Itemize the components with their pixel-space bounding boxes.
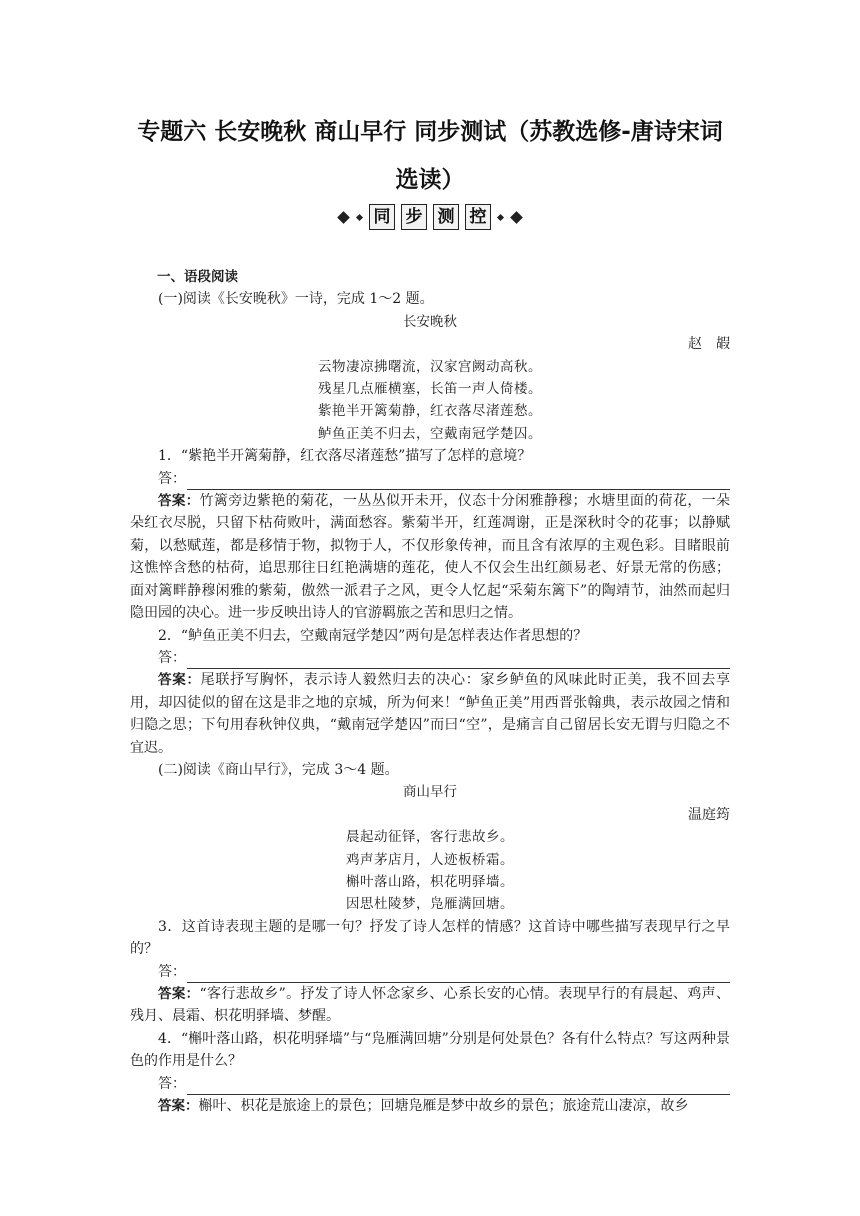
answer-rule bbox=[187, 474, 730, 490]
answer-blank-2 bbox=[130, 647, 730, 669]
diamond-icon bbox=[497, 213, 504, 220]
poem-author: 赵 嘏 bbox=[688, 336, 730, 353]
section-banner bbox=[0, 203, 860, 231]
answer-4 bbox=[130, 1095, 730, 1117]
poem-line: 鲈鱼正美不归去，空戴南冠学楚囚。 bbox=[318, 425, 542, 442]
answer-label: 答案： bbox=[158, 493, 200, 510]
poem-line: 槲叶落山路，枳花明驿墙。 bbox=[346, 873, 514, 890]
part1-intro: (一)阅读《长安晚秋》一诗，完成 1～2 题。 bbox=[158, 291, 434, 308]
question-3: 3．这首诗表现主题的是哪一句？抒发了诗人怎样的情感？这首诗中哪些描写表现早行之早的？ bbox=[130, 918, 730, 958]
answer-label: 答案： bbox=[158, 672, 201, 689]
question-4: 4．“槲叶落山路，枳花明驿墙”与“凫雁满回塘”分别是何处景色？各有什么特点？写这两种景色的作用是什么？ bbox=[130, 1030, 730, 1070]
answer-3-text: “客行悲故乡”。抒发了诗人怀念家乡、心系长安的心情。表现早行的有晨起、鸡声、残月、晨霜、枳花明驿墙、梦醒。 bbox=[130, 986, 731, 1025]
question-2: 2．“鲈鱼正美不归去，空戴南冠学楚囚”两句是怎样表达作者思想的？ bbox=[158, 627, 588, 644]
section-heading: 一、语段阅读 bbox=[157, 269, 238, 285]
banner-char: 测 bbox=[433, 204, 459, 230]
diamond-icon bbox=[356, 213, 363, 220]
diamond-icon bbox=[510, 211, 523, 224]
answer-label: 答案： bbox=[158, 986, 200, 1002]
content-body bbox=[130, 266, 730, 1117]
answer-rule bbox=[187, 1079, 730, 1095]
answer-rule bbox=[187, 653, 730, 669]
answer-blank-1 bbox=[130, 468, 730, 490]
title-line-2: 选读） bbox=[395, 167, 465, 193]
answer-1-text: 竹篱旁边紫艳的菊花，一丛丛似开未开，仪态十分闲雅静穆；水塘里面的荷花，一朵朵红衣尽脱，只留下枯荷败叶，满面愁容。紫菊半开，红莲凋谢，正是深秋时令的花事；以静赋菊，以愁赋莲，都是移情于物，拟物于人，不仅形象传神，而且含有浓厚的主观色彩。目睹眼前这憔悴含愁的枯荷，追思那往日红艳满塘的莲花，使人不仅会生出红颜易老、好景无常的伤感；面对篱畔静穆闲雅的紫菊，傲然一派君子之风，更令人忆起“采菊东篱下”的陶靖节，油然而起归隐田园的决心。进一步反映出诗人的官游羁旅之苦和思归之情。 bbox=[130, 493, 731, 622]
title-line-1: 专题六 长安晚秋 商山早行 同步测试（苏教选修-唐诗宋词 bbox=[137, 119, 723, 145]
poem-title: 商山早行 bbox=[403, 784, 457, 801]
diamond-icon bbox=[337, 211, 350, 224]
answer-4-text: 槲叶、枳花是旅途上的景色；回塘凫雁是梦中故乡的景色；旅途荒山凄凉，故乡 bbox=[198, 1098, 689, 1115]
answer-2-text: 尾联抒写胸怀，表示诗人毅然归去的决心：家乡鲈鱼的风味此时正美，我不回去享用，却囚徒似的留在这是非之地的京城，所为何来！“鲈鱼正美”用西晋张翰典，表示故园之情和归隐之思；下句用春秋钟仪典，“戴南冠学楚囚”而曰“空”，是痛言自己留居长安无谓与归隐之不宜迟。 bbox=[130, 672, 730, 756]
poem-line: 云物凄凉拂曙流，汉家宫阙动高秋。 bbox=[318, 358, 542, 375]
poem-author: 温庭筠 bbox=[688, 806, 730, 823]
answer-rule bbox=[187, 967, 730, 983]
poem-title: 长安晚秋 bbox=[403, 313, 457, 330]
part2-intro: (二)阅读《商山早行》，完成 3～4 题。 bbox=[158, 761, 399, 778]
page-title bbox=[100, 108, 760, 204]
poem-line: 晨起动征铎，客行悲故乡。 bbox=[346, 829, 514, 846]
answer-1 bbox=[130, 490, 730, 624]
answer-blank-3 bbox=[130, 961, 730, 983]
poem-line: 紫艳半开篱菊静，红衣落尽渚莲愁。 bbox=[318, 403, 542, 420]
answer-label: 答案： bbox=[158, 1098, 199, 1115]
answer-3 bbox=[130, 983, 730, 1028]
banner-char: 同 bbox=[369, 204, 395, 230]
question-1: 1．“紫艳半开篱菊静，红衣落尽渚莲愁”描写了怎样的意境？ bbox=[158, 448, 532, 465]
answer-blank-4 bbox=[130, 1073, 730, 1095]
banner-char: 步 bbox=[401, 204, 427, 230]
answer-prefix: 答： bbox=[158, 649, 186, 666]
answer-prefix: 答： bbox=[158, 963, 186, 980]
poem-line: 鸡声茅店月，人迹板桥霜。 bbox=[346, 851, 514, 868]
poem-line: 残星几点雁横塞，长笛一声人倚楼。 bbox=[318, 381, 542, 398]
banner-char: 控 bbox=[465, 204, 491, 230]
answer-prefix: 答： bbox=[158, 470, 186, 487]
answer-prefix: 答： bbox=[158, 1075, 186, 1092]
poem-line: 因思杜陵梦，凫雁满回塘。 bbox=[346, 896, 514, 913]
answer-2 bbox=[130, 669, 730, 759]
